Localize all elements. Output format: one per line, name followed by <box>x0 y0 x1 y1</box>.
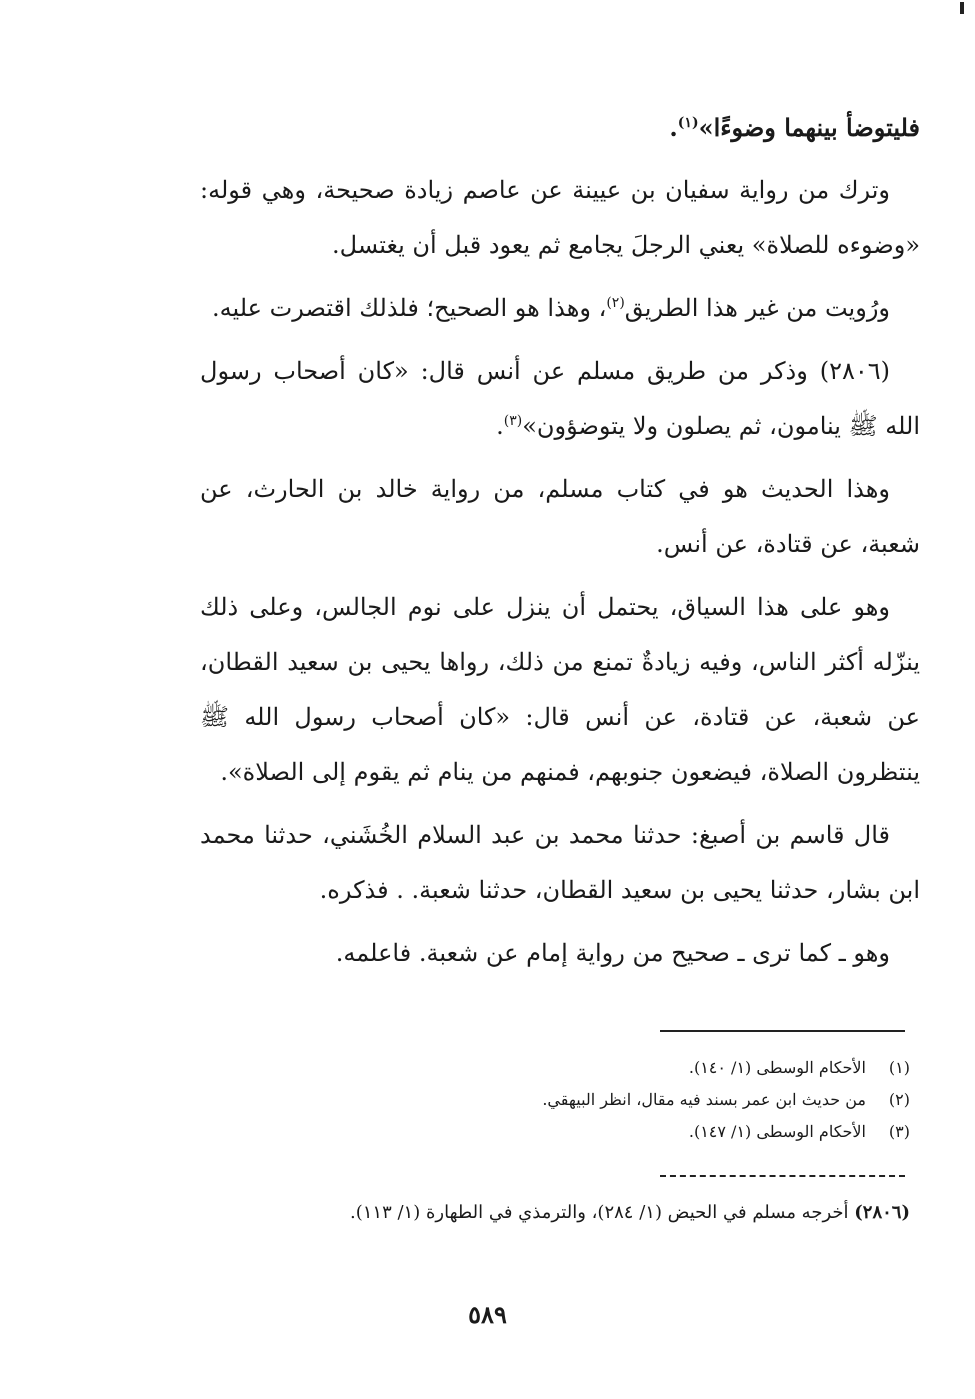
hadith-number: (٢٨٠٦) <box>854 1202 910 1223</box>
scan-corner-mark <box>960 2 964 14</box>
hadith-reference-text: أخرجه مسلم في الحيض (١/ ٢٨٤)، والترمذي في الطهارة (١/ ١١٣). <box>349 1202 849 1223</box>
paragraph-7 <box>200 808 920 918</box>
footnote-ref: (١) <box>677 115 699 131</box>
paragraph-1 <box>200 100 920 155</box>
paragraph-6 <box>200 580 920 800</box>
footnote-number: (٣) <box>888 1122 910 1141</box>
paragraph-text: ورُويت من غير هذا الطريق <box>624 294 890 322</box>
paragraph-text: وهذا الحديث هو في كتاب مسلم، من رواية خالد بن الحارث، عن شعبة، عن قتادة، عن أنس. <box>200 475 920 558</box>
paragraph-text: وترك من رواية سفيان بن عيينة عن عاصم زيادة صحيحة، وهي قوله: «وضوءه للصلاة» يعني الرجلَ يجامع ثم يعود قبل أن يغتسل. <box>200 176 920 259</box>
paragraph-text: قال قاسم بن أصبغ: حدثنا محمد بن عبد السلام الخُشَني، حدثنا محمد ابن بشار، حدثنا يحيى بن سعيد القطان، حدثنا شعبة. . فذكره. <box>200 821 920 904</box>
footnote-number: (١) <box>888 1058 910 1077</box>
footnote-text: الأحكام الوسطى (١/ ١٤٠). <box>688 1058 866 1077</box>
hadith-reference-note <box>270 1196 910 1230</box>
page-number: ٥٨٩ <box>468 1300 507 1329</box>
footnotes <box>450 1052 910 1148</box>
paragraph-8 <box>200 926 920 981</box>
paragraph-5 <box>200 462 920 572</box>
footnote-text: من حديث ابن عمر بسند فيه مقال، انظر البيهقي. <box>542 1090 866 1109</box>
secondary-separator <box>660 1175 905 1177</box>
paragraph-3 <box>200 281 920 336</box>
footnote-item <box>450 1052 910 1084</box>
paragraph-tail: . <box>496 412 504 440</box>
main-text <box>200 100 920 989</box>
paragraph-4 <box>200 344 920 454</box>
paragraph-2 <box>200 163 920 273</box>
footnote-item <box>450 1116 910 1148</box>
paragraph-text: فليتوضأ بينهما وضوءًا» <box>698 113 920 142</box>
paragraph-tail: . <box>669 113 678 142</box>
footnote-ref: (٢) <box>606 295 625 311</box>
footnote-item <box>450 1084 910 1116</box>
paragraph-text: وهو ـ كما ترى ـ صحيح من رواية إمام عن شعبة. فاعلمه. <box>335 939 890 967</box>
footnote-separator <box>660 1030 905 1032</box>
footnote-text: الأحكام الوسطى (١/ ١٤٧). <box>688 1122 866 1141</box>
footnote-ref: (٣) <box>503 413 523 429</box>
paragraph-text: (٢٨٠٦) وذكر من طريق مسلم عن أنس قال: «كان أصحاب رسول الله ﷺ ينامون، ثم يصلون ولا يتوضؤون» <box>200 357 920 440</box>
paragraph-tail: ، وهذا هو الصحيح؛ فلذلك اقتصرت عليه. <box>211 294 607 322</box>
paragraph-text: وهو على هذا السياق، يحتمل أن ينزل على نوم الجالس، وعلى ذلك ينزّله أكثر الناس، وفيه زيادةٌ تمنع من ذلك، رواها يحيى بن سعيد القطان، عن شعبة، عن قتادة، عن أنس قال: «كان أصحاب رسول الله ﷺ ينتظرون الصلاة، فيضعون جنوبهم، فمنهم من ينام ثم يقوم إلى الصلاة». <box>200 593 920 786</box>
footnote-number: (٢) <box>888 1090 910 1109</box>
